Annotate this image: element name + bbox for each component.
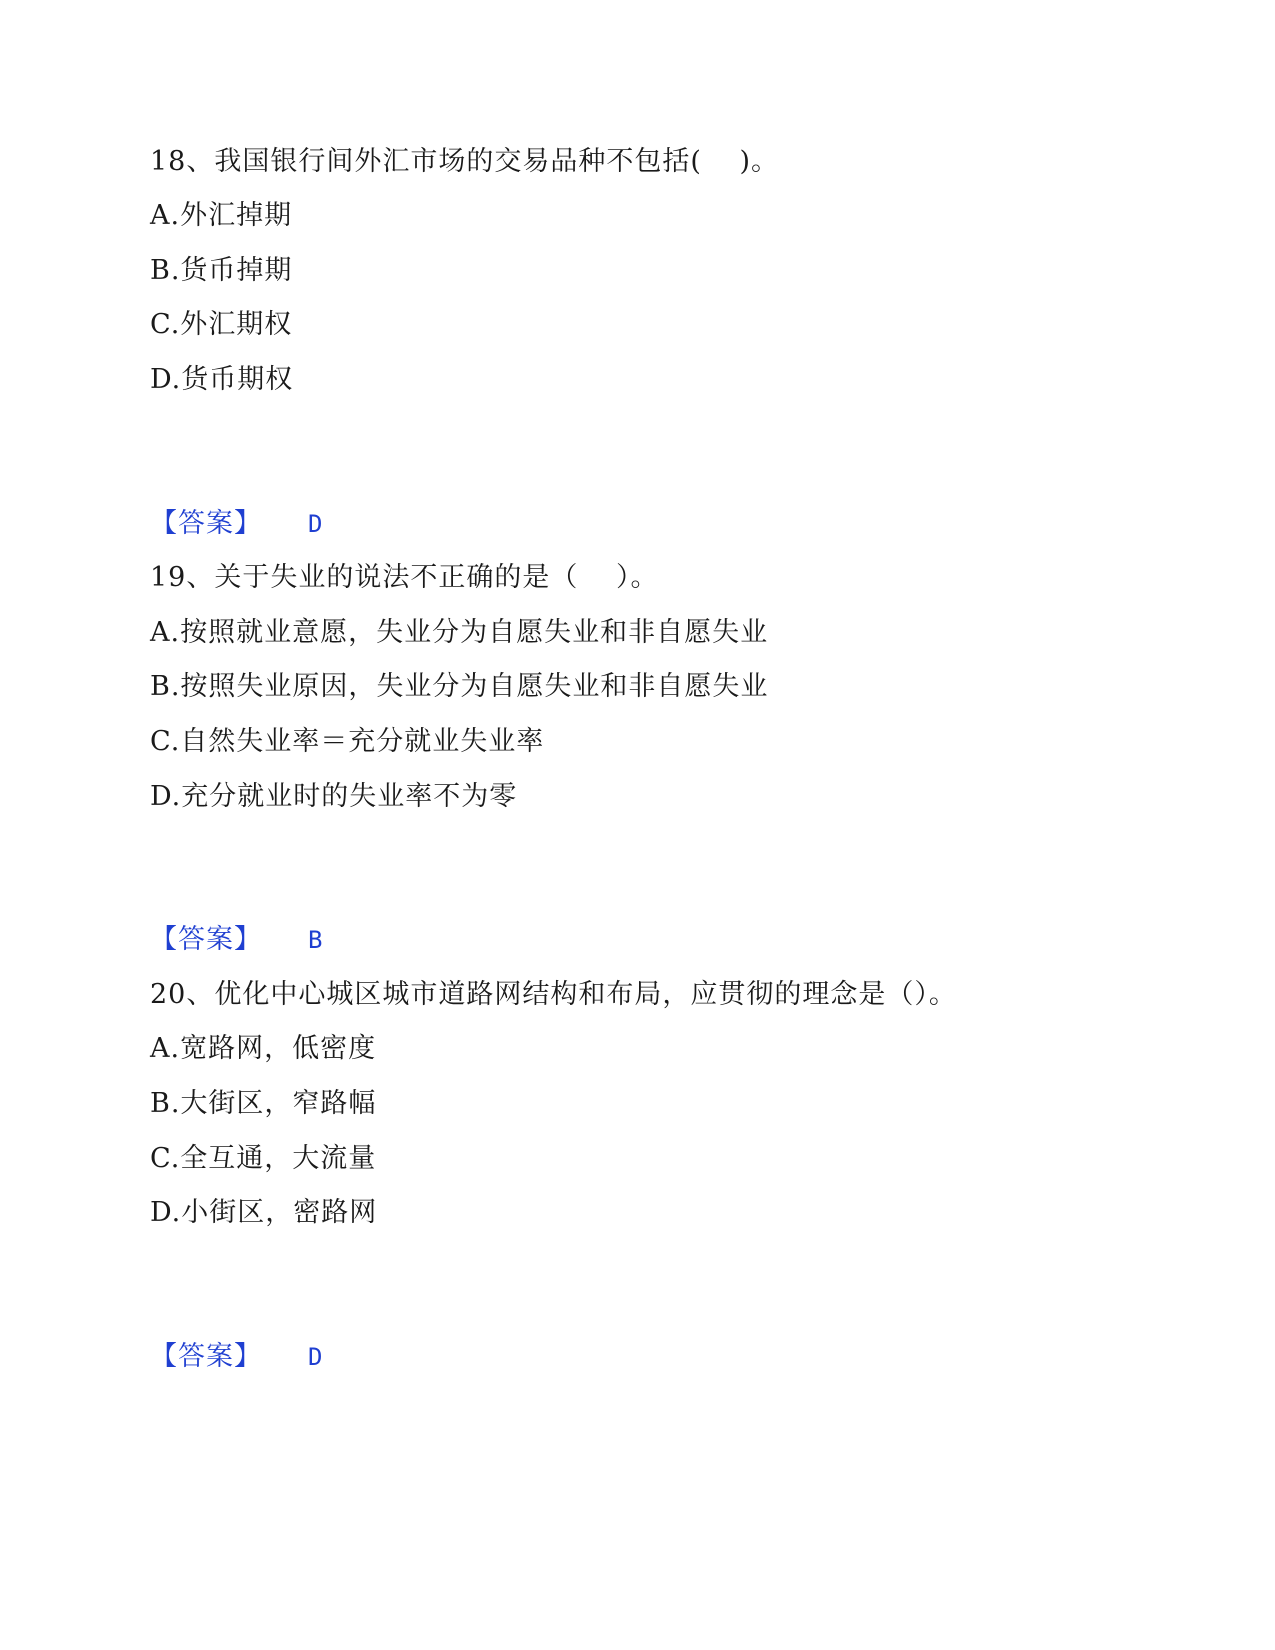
- answer-value: D: [308, 1343, 323, 1371]
- question-20-option-a: A.宽路网，低密度: [150, 1033, 377, 1064]
- question-19-option-b: B.按照失业原因，失业分为自愿失业和非自愿失业: [150, 671, 769, 702]
- question-20-option-d: D.小街区，密路网: [150, 1197, 378, 1228]
- question-18-stem: 18、我国银行间外汇市场的交易品种不包括( )。: [150, 146, 780, 177]
- question-19-option-c: C.自然失业率＝充分就业失业率: [150, 726, 545, 757]
- answer-value: B: [308, 926, 323, 954]
- question-18-option-a: A.外汇掉期: [150, 200, 293, 231]
- question-20-answer: [150, 1339, 322, 1375]
- question-19-option-d: D.充分就业时的失业率不为零: [150, 781, 518, 812]
- question-19-option-a: A.按照就业意愿，失业分为自愿失业和非自愿失业: [150, 617, 769, 648]
- question-20-option-b: B.大街区，窄路幅: [150, 1088, 377, 1119]
- answer-value: D: [308, 510, 323, 538]
- answer-label: 【答案】: [150, 1341, 262, 1372]
- answer-label: 【答案】: [150, 924, 262, 955]
- answer-label: 【答案】: [150, 508, 262, 539]
- question-20-stem: 20、优化中心城区城市道路网结构和布局，应贯彻的理念是（）。: [150, 979, 957, 1010]
- question-20-option-c: C.全互通，大流量: [150, 1143, 377, 1174]
- question-18-option-c: C.外汇期权: [150, 309, 293, 340]
- question-18-answer: [150, 506, 322, 542]
- question-18-option-d: D.货币期权: [150, 364, 294, 395]
- question-18-option-b: B.货币掉期: [150, 255, 293, 286]
- question-19-stem: 19、关于失业的说法不正确的是（ ）。: [150, 562, 659, 593]
- question-19-answer: [150, 922, 322, 958]
